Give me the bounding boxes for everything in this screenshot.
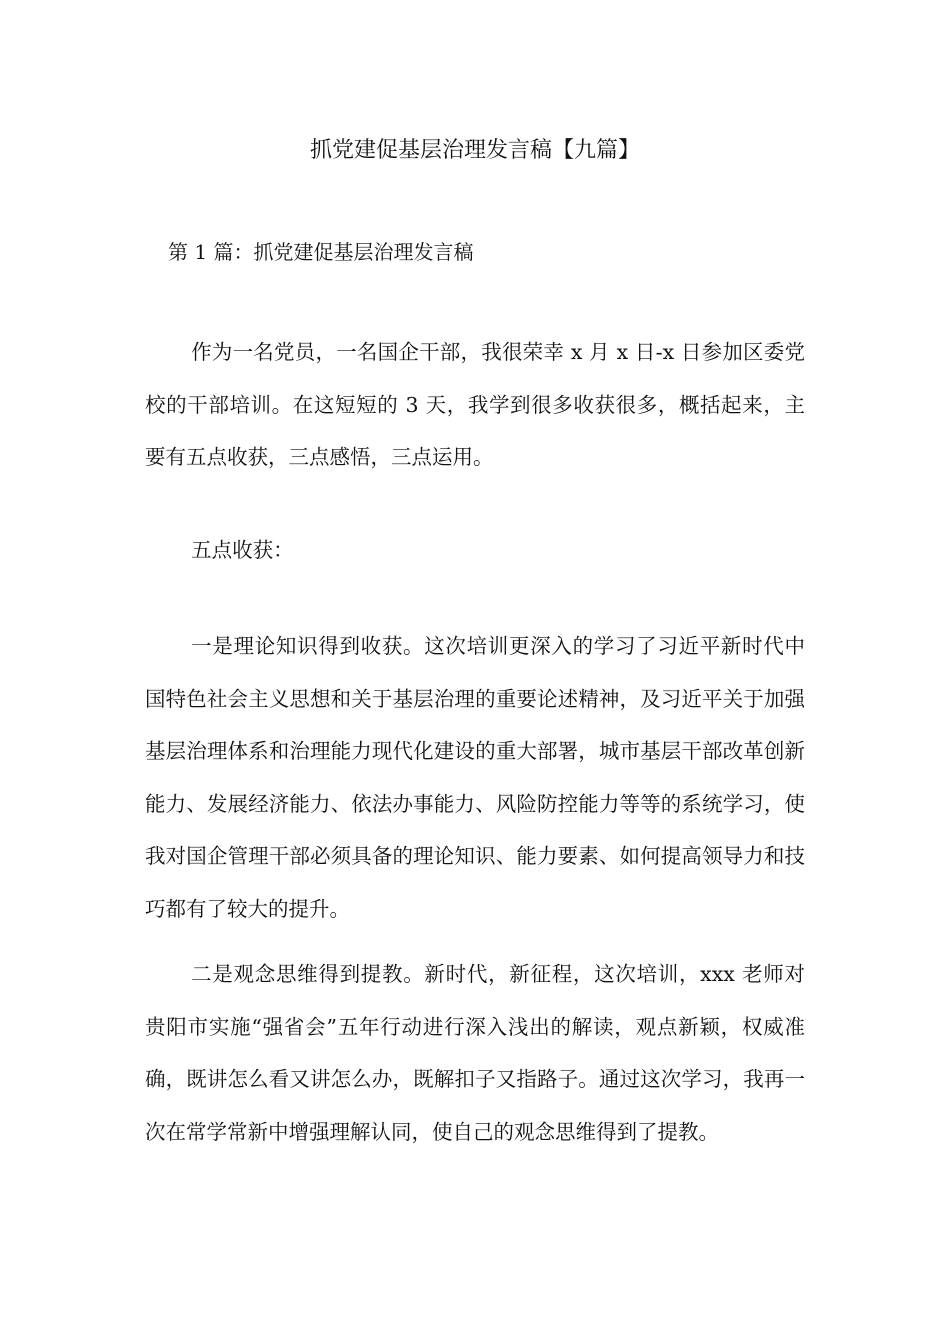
paragraph-gain-one: 一是理论知识得到收获。这次培训更深入的学习了习近平新时代中国特色社会主义思想和关于基层治理的重要论述精神，及习近平关于加强基层治理体系和治理能力现代化建设的重大部署，城市基层干部改革创新能力、发展经济能力、依法办事能力、风险防控能力等等的系统学习，使我对国企管理干部必须具备的理论知识、能力要素、如何提高领导力和技巧都有了较大的提升。 [145, 634, 805, 921]
paragraph-gain-two: 二是观念思维得到提教。新时代，新征程，这次培训，xxx 老师对贵阳市实施“强省会”五年行动进行深入浅出的解读，观点新颖，权威准确，既讲怎么看又讲怎么办，既解扣子又指路子。通过这次学习，我再一次在常学常新中增强理解认同，使自己的观念思维得到了提教。 [145, 962, 805, 1144]
paragraph-intro: 作为一名党员，一名国企干部，我很荣幸 x 月 x 日-x 日参加区委党校的干部培训。在这短短的 3 天，我学到很多收获很多，概括起来，主要有五点收获，三点感悟，三点运用。 [145, 340, 805, 469]
section-subtitle: 第 1 篇：抓党建促基层治理发言稿 [168, 240, 474, 264]
document-title: 抓党建促基层治理发言稿【九篇】 [309, 138, 640, 163]
paragraph-heading-five-gains: 五点收获： [191, 538, 294, 562]
